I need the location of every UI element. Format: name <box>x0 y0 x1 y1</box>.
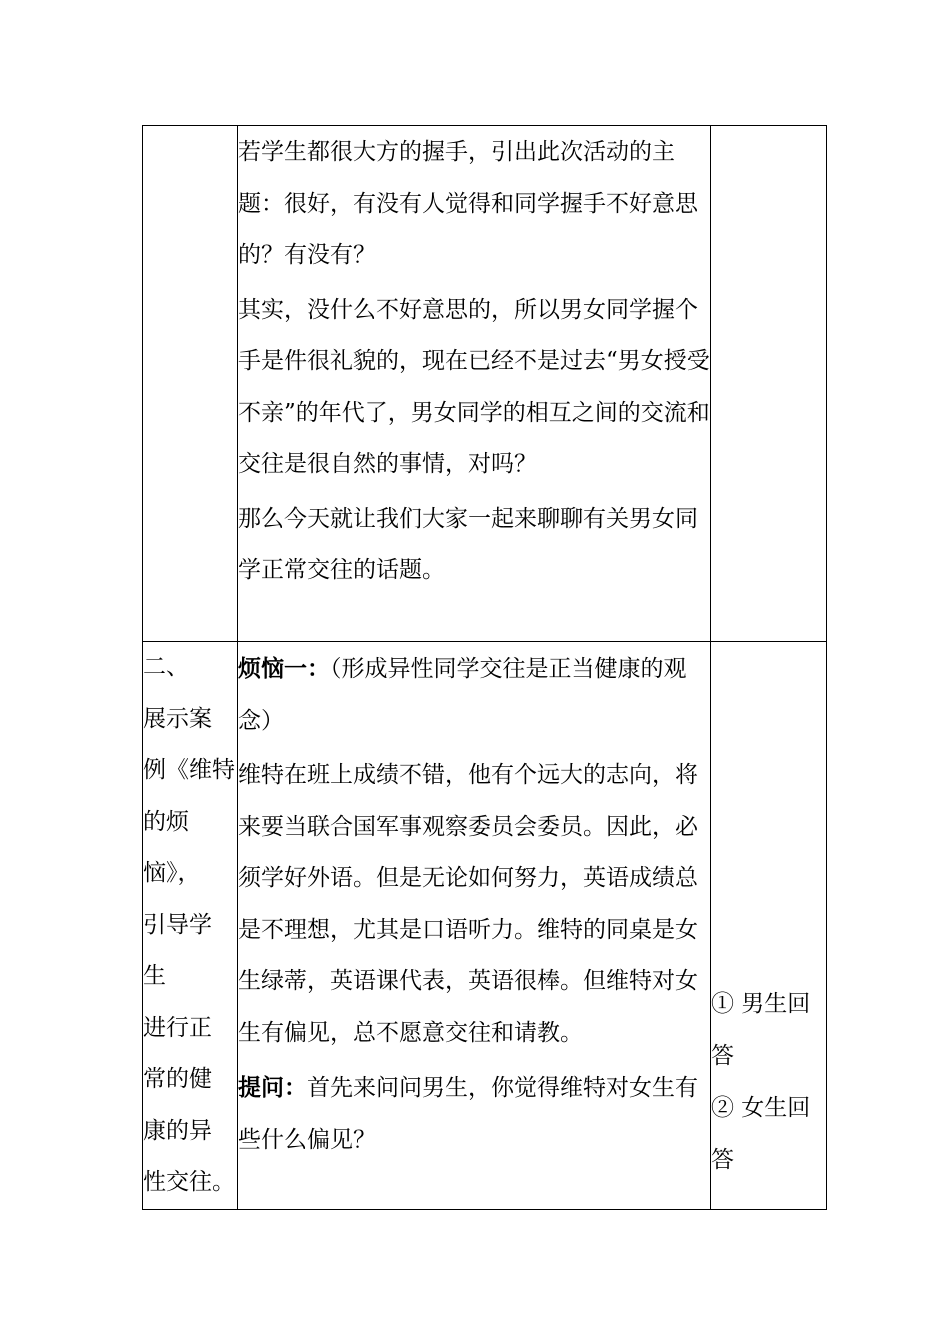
lesson-plan-table <box>142 125 827 1210</box>
stage-line: 恼》， <box>143 860 201 886</box>
student-activity-cell <box>711 126 827 642</box>
question-paragraph <box>238 1062 710 1166</box>
answer-boys: ① 男生回答 <box>711 991 811 1069</box>
paragraph-handshake-intro: 若学生都很大方的握手，引出此次活动的主题：很好，有没有人觉得和同学握手不好意思的？有没有？ <box>238 139 698 268</box>
stage-line: 例《维特 <box>143 757 235 783</box>
case-paragraph: 维特在班上成绩不错，他有个远大的志向，将来要当联合国军事观察委员会委员。因此，必须学好外语。但是无论如何努力，英语成绩总是不理想，尤其是口语听力。维特的同桌是女生绿蒂，英语课代表，英语很棒。但维特对女生有偏见，总不愿意交往和请教。 <box>238 762 698 1046</box>
trouble-text: （形成异性同学交往是正当健康的观念） <box>238 656 687 734</box>
answers-block <box>711 979 826 1186</box>
stage-line: 的烦 <box>143 808 189 835</box>
stage-line: 二、 <box>143 654 189 680</box>
question-label: 提问： <box>238 1074 307 1101</box>
question-text: 首先来问问男生，你觉得维特对女生有些什么偏见？ <box>238 1075 698 1153</box>
paragraph-topic: 那么今天就让我们大家一起来聊聊有关男女同学正常交往的话题。 <box>238 505 698 583</box>
stage-line: 性交往。 <box>143 1169 235 1195</box>
stage-line: 常的健 <box>143 1066 212 1092</box>
stage-cell <box>143 642 238 1210</box>
stage-cell <box>143 126 238 642</box>
stage-line: 进行正 <box>143 1014 212 1041</box>
student-activity-cell <box>711 642 827 1210</box>
trouble-label: 烦恼一： <box>238 655 330 682</box>
teacher-activity-cell <box>238 126 711 642</box>
stage-line: 康的异 <box>143 1117 212 1144</box>
paragraph-courtesy: 其实，没什么不好意思的，所以男女同学握个手是件很礼貌的，现在已经不是过去“男女授受不亲”的年代了，男女同学的相互之间的交流和交往是很自然的事情，对吗？ <box>238 296 710 477</box>
table-row <box>143 126 827 642</box>
stage-line: 展示案 <box>143 705 212 732</box>
stage-line: 生 <box>143 963 166 989</box>
trouble-paragraph <box>238 643 710 747</box>
table-row <box>143 642 827 1210</box>
stage-line: 引导学 <box>143 911 212 938</box>
answer-girls: ② 女生回答 <box>711 1095 811 1173</box>
teacher-activity-cell <box>238 642 711 1210</box>
